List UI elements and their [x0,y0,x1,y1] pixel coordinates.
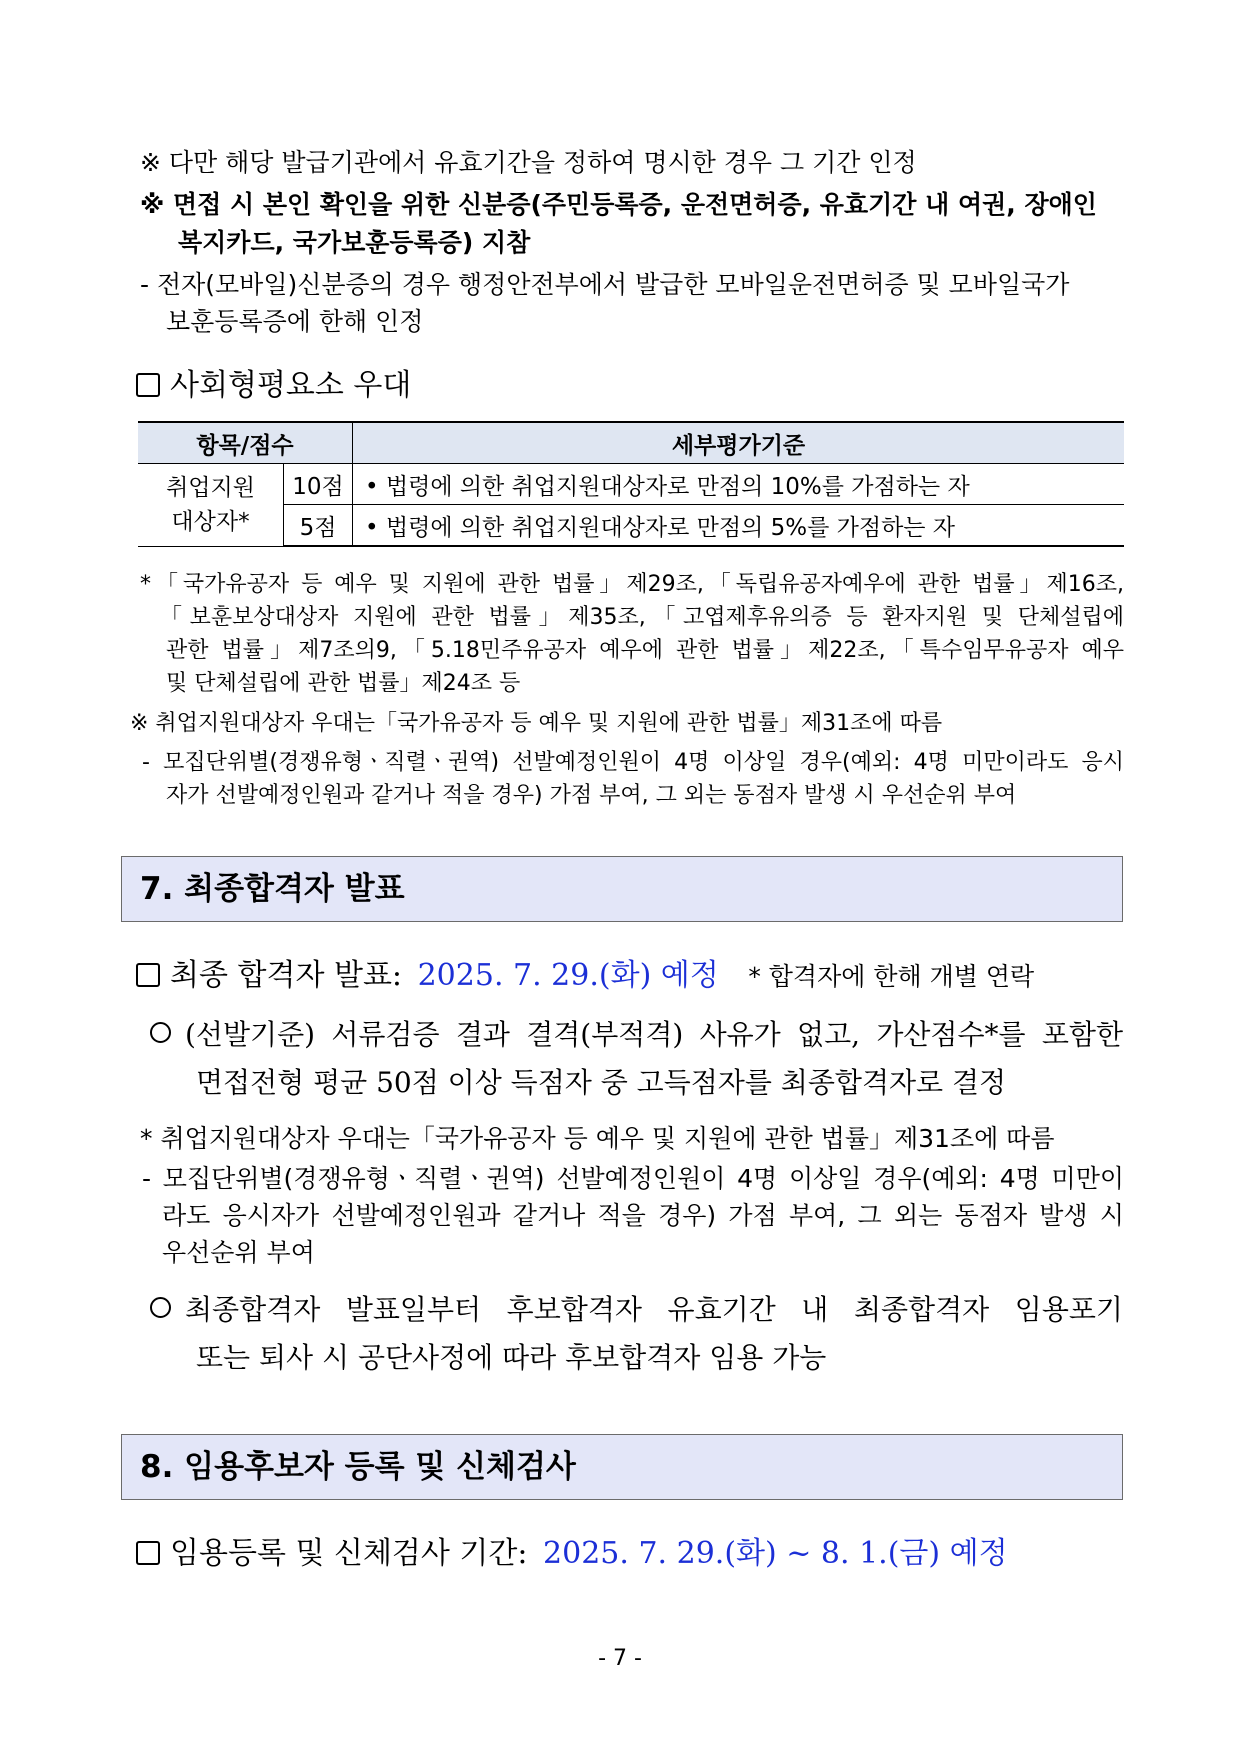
checkbox-square-icon [136,1541,160,1565]
section8-banner: 8. 임용후보자 등록 및 신체검사 [121,1434,1123,1500]
announce-label: 최종 합격자 발표: [170,958,403,993]
selection-criteria-text: (선발기준) 서류검증 결과 결격(부적격) 사유가 없고, 가산점수*를 포함한 [185,1018,1123,1051]
table-category-line2: 대상자* [171,508,250,535]
registration-period [136,1534,1008,1574]
section7-banner: 7. 최종합격자 발표 [121,856,1123,922]
section-heading-social [136,366,411,406]
substitute-hire-text-cont: 또는 퇴사 시 공단사정에 따라 후보합격자 임용 가능 [196,1341,827,1374]
table-criteria: • 법령에 의한 취업지원대상자로 만점의 5%를 가점하는 자 [353,505,1125,547]
note-mobile-id-cont: 보훈등록증에 한해 인정 [166,307,424,336]
circle-bullet-icon [150,1297,171,1318]
note-preference-7: * 취업지원대상자 우대는「국가유공자 등 예우 및 지원에 관한 법률」제31조에 따름 [140,1124,1055,1153]
note-validity: ※ 다만 해당 발급기관에서 유효기간을 정하여 명시한 경우 그 기간 인정 [140,148,917,177]
dash-note-7 [142,1162,1124,1273]
note-preference: ※ 취업지원대상자 우대는「국가유공자 등 예우 및 지원에 관한 법률」제31조에 따름 [130,711,943,736]
footnote-line: 「보훈보상대상자 지원에 관한 법률」제35조,「고엽제후유의증 등 환자지원 및 단체설립에 [160,605,1124,630]
footnote-line: 및 단체설립에 관한 법률」제24조 등 [166,671,521,696]
period-label: 임용등록 및 신체검사 기간: [170,1536,528,1571]
checkbox-square-icon [136,963,160,987]
footnote-line: 관한 법률」제7조의9,「5.18민주유공자 예우에 관한 법률」제22조,「특수임무유공자 예우 [166,638,1124,663]
selection-criteria [150,1015,1123,1103]
table-category-line1: 취업지원 [166,474,255,501]
dash-line: - 모집단위별(경쟁유형ㆍ직렬ㆍ권역) 선발예정인원이 4명 이상일 경우(예외: 4명 미만이 [142,1164,1124,1193]
table-points: 5점 [284,505,353,547]
table-header-criteria: 세부평가기준 [353,422,1125,464]
dash-note [142,746,1124,812]
footnote-line: *「국가유공자 등 예우 및 지원에 관한 법률」제29조,「독립유공자예우에 관한 법률」제16조, [140,572,1124,597]
table-criteria: • 법령에 의한 취업지원대상자로 만점의 10%를 가점하는 자 [353,464,1125,505]
substitute-hire [150,1290,1123,1378]
period-date: 2025. 7. 29.(화) ~ 8. 1.(금) 예정 [543,1536,1008,1571]
note-id-required: ※ 면접 시 본인 확인을 위한 신분증(주민등록증, 운전면허증, 유효기간 내 여권, 장애인 [140,190,1097,219]
announce-note: * 합격자에 한해 개별 연락 [748,962,1035,991]
circle-bullet-icon [150,1022,171,1043]
dash-line: 라도 응시자가 선발예정인원과 같거나 적을 경우) 가점 부여, 그 외는 동점자 발생 시 [162,1201,1124,1230]
announce-date: 2025. 7. 29.(화) 예정 [417,958,719,993]
dash-line: - 모집단위별(경쟁유형ㆍ직렬ㆍ권역) 선발예정인원이 4명 이상일 경우(예외: 4명 미만이라도 응시 [142,750,1124,775]
dash-line: 자가 선발예정인원과 같거나 적을 경우) 가점 부여, 그 외는 동점자 발생 시 우선순위 부여 [166,783,1017,808]
note-id-required-cont: 복지카드, 국가보훈등록증) 지참 [178,228,531,257]
footnote-laws [140,568,1124,700]
section-heading-social-text: 사회형평요소 우대 [170,368,412,403]
selection-criteria-text-cont: 면접전형 평균 50점 이상 득점자 중 고득점자를 최종합격자로 결정 [196,1066,1007,1099]
score-table [138,421,1124,547]
checkbox-square-icon [136,373,160,397]
table-category [138,464,284,547]
note-mobile-id: - 전자(모바일)신분증의 경우 행정안전부에서 발급한 모바일운전면허증 및 모바일국가 [140,270,1070,299]
announce-line [136,956,1034,997]
substitute-hire-text: 최종합격자 발표일부터 후보합격자 유효기간 내 최종합격자 임용포기 [185,1293,1123,1326]
table-header-item: 항목/점수 [138,422,353,464]
table-points: 10점 [284,464,353,505]
dash-line: 우선순위 부여 [162,1238,315,1267]
page-number: - 7 - [598,1646,642,1671]
